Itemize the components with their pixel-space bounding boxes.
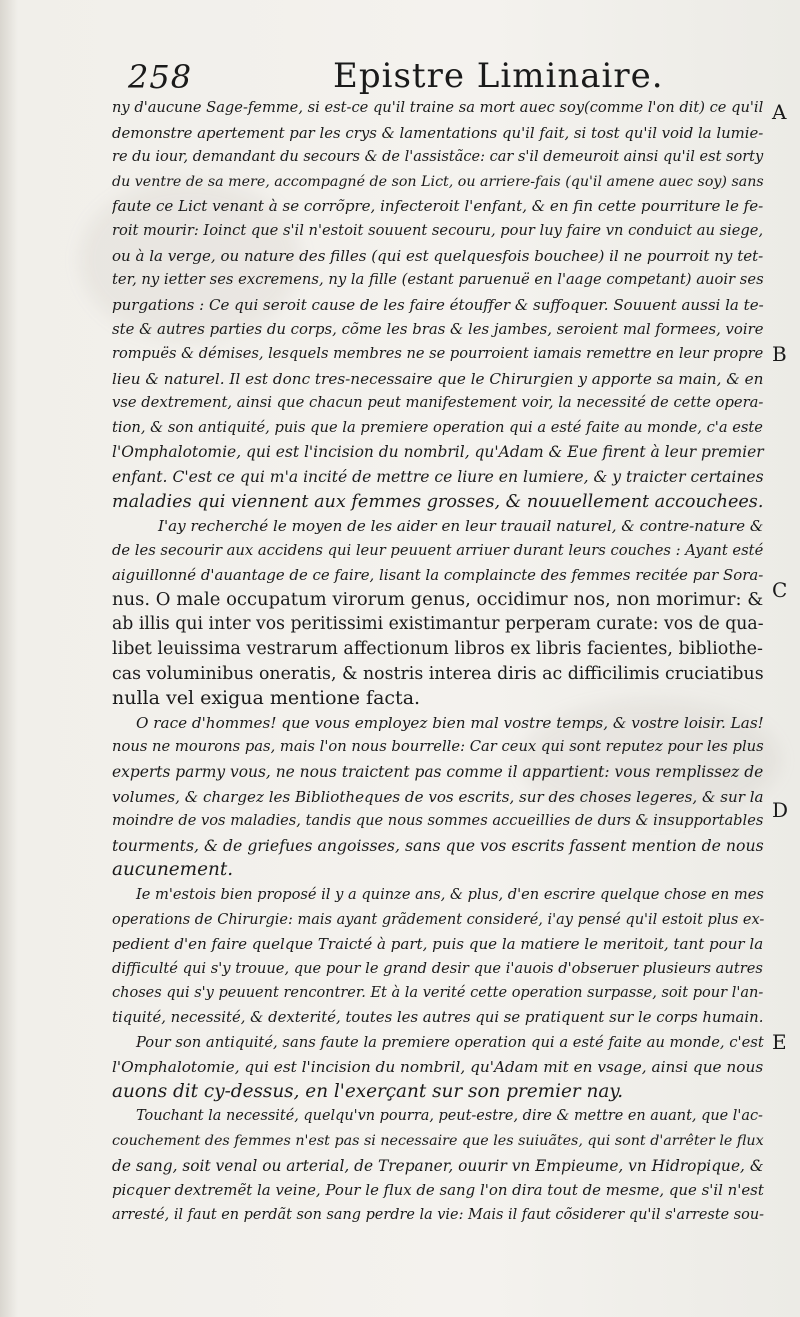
text-line: du ventre de sa mere, accompagné de son Lict, ou arriere-fais (qu'il amene auec soy) sans [112,173,764,190]
page-header [128,56,768,100]
latin-quote-line: cas voluminibus oneratis, & nostris interea diris ac difficilimis cruciatibus [112,663,764,684]
text-line: maladies qui viennent aux femmes grosses, & nouuellement accouchees. [112,491,764,512]
text-line: l'Omphalotomie, qui est l'incision du nombril, qu'Adam & Eue firent à leur premier [112,443,764,462]
text-line: tourments, & de griefues angoisses, sans que vos escrits fassent mention de nous [112,835,764,855]
text-line: nous ne mourons pas, mais l'on nous bourrelle: Car ceux qui sont reputez pour les plus [112,738,764,756]
text-line: couchement des femmes n'est pas si necessaire que les suiuãtes, qui sont d'arrêter le flux [112,1132,764,1149]
text-line: Ie m'estois bien proposé il y a quinze ans, & plus, d'en escrire quelque chose en mes [136,886,764,903]
text-line: ny d'aucune Sage-femme, si est-ce qu'il traine sa mort auec soy(comme l'on dit) ce qu'il [112,99,764,116]
text-line: ter, ny ietter ses excremens, ny la fille (estant paruenuë en l'aage competant) auoir ses [112,271,764,289]
text-line: de sang, soit venal ou arterial, de Trepaner, ouurir vn Empieume, vn Hidropique, & [112,1156,764,1175]
running-title: Epistre Liminaire. [333,56,664,96]
body-text [112,96,767,1227]
margin-letter-e: E [772,1030,787,1054]
text-line: picquer dextremẽt la veine, Pour le flux de sang l'on dira tout de mesme, que s'il n'est [112,1181,764,1200]
text-line: moindre de vos maladies, tandis que nous sommes accueillies de durs & insupportables [112,812,764,830]
text-line: re du iour, demandant du secours & de l'assistãce: car s'il demeuroit ainsi qu'il est sorty [112,149,764,166]
text-line: operations de Chirurgie: mais ayant grãdement consideré, i'ay pensé qu'il estoit plus ex- [112,911,765,928]
text-line: difficulté qui s'y trouue, que pour le grand desir que i'auois d'obseruer plusieurs autres [112,959,763,977]
text-line: Pour son antiquité, sans faute la premiere operation qui a esté faite au monde, c'est [136,1033,764,1051]
text-line: I'ay recherché le moyen de les aider en leur trauail naturel, & contre-nature & [158,517,764,536]
text-line: vse dextrement, ainsi que chacun peut manifestement voir, la necessité de cette opera- [112,394,764,412]
text-line: tion, & son antiquité, puis que la premiere operation qui a esté faite au monde, c'a este [112,418,763,436]
latin-quote-line: nus. O male occupatum virorum genus, occidimur nos, non morimur: & [112,588,764,610]
margin-letter-d: D [772,798,789,822]
text-line: l'Omphalotomie, qui est l'incision du nombril, qu'Adam mit en vsage, ainsi que nous [112,1058,764,1077]
text-line: Touchant la necessité, quelqu'vn pourra, peut-estre, dire & mettre en auant, que l'ac- [136,1108,763,1125]
margin-letter-a: A [772,100,787,124]
latin-quote-line: nulla vel exigua mentione facta. [112,687,421,710]
text-line: tiquité, necessité, & dexterité, toutes les autres qui se pratiquent sur le corps humain. [112,1008,764,1026]
text-line: choses qui s'y peuuent rencontrer. Et à la verité cette operation surpasse, soit pour l'an- [112,985,764,1002]
folio-number: 258 [128,58,193,96]
text-line: aiguillonné d'auantage de ce faire, lisant la complaincte des femmes recitée par Sora- [112,566,764,585]
text-line: enfant. C'est ce qui m'a incité de mettre ce liure en lumiere, & y traicter certaines [112,467,764,486]
text-line: ste & autres parties du corps, cõme les bras & les jambes, seroient mal formees, voire [112,320,764,339]
text-line: purgations : Ce qui seroit cause de les faire étouffer & suffoquer. Souuent aussi la te- [112,295,764,314]
text-line: volumes, & chargez les Bibliotheques de vos escrits, sur des choses legeres, & sur la [112,787,764,806]
text-line: experts parmy vous, ne nous traictent pas comme il appartient: vous remplissez de [112,763,764,782]
latin-quote-line: libet leuissima vestrarum affectionum libros ex libris facientes, bibliothe- [112,639,763,660]
text-line: de les secourir aux accidens qui leur peuuent arriuer durant leurs couches : Ayant esté [112,541,764,559]
text-line: rompuës & démises, lesquels membres ne se pourroient iamais remettre en leur propre [112,344,764,362]
text-line: lieu & naturel. Il est donc tres-necessaire que le Chirurgien y apporte sa main, & en [112,369,764,388]
latin-quote-line: ab illis qui inter vos peritissimi existimantur perperam curate: vos de qua- [112,614,764,635]
text-line: roit mourir: Ioinct que s'il n'estoit souuent secouru, pour luy faire vn conduict au siege, [112,221,764,239]
text-line: faute ce Lict venant à se corrõpre, infecteroit l'enfant, & en fin cette pourriture le fe- [112,197,764,216]
margin-letter-c: C [772,578,788,602]
text-line: arresté, il faut en perdãt son sang perdre la vie: Mais il faut cõsiderer qu'il s'arreste sou- [112,1206,764,1223]
text-line: ou à la verge, ou nature des filles (qui est quelquesfois bouchee) il ne pourroit ny tet- [112,246,764,265]
text-line: aucunement. [112,859,234,881]
text-line: pedient d'en faire quelque Traicté à part, puis que la matiere le meritoit, tant pour la [112,935,764,954]
margin-letter-b: B [772,342,787,366]
text-line: demonstre apertement par les crys & lamentations qu'il fait, si tost qu'il void la lumie- [112,123,764,142]
text-line: auons dit cy-dessus, en l'exerçant sur son premier nay. [112,1080,624,1102]
text-line: O race d'hommes! que vous employez bien mal vostre temps, & vostre loisir. Las! [136,713,764,732]
